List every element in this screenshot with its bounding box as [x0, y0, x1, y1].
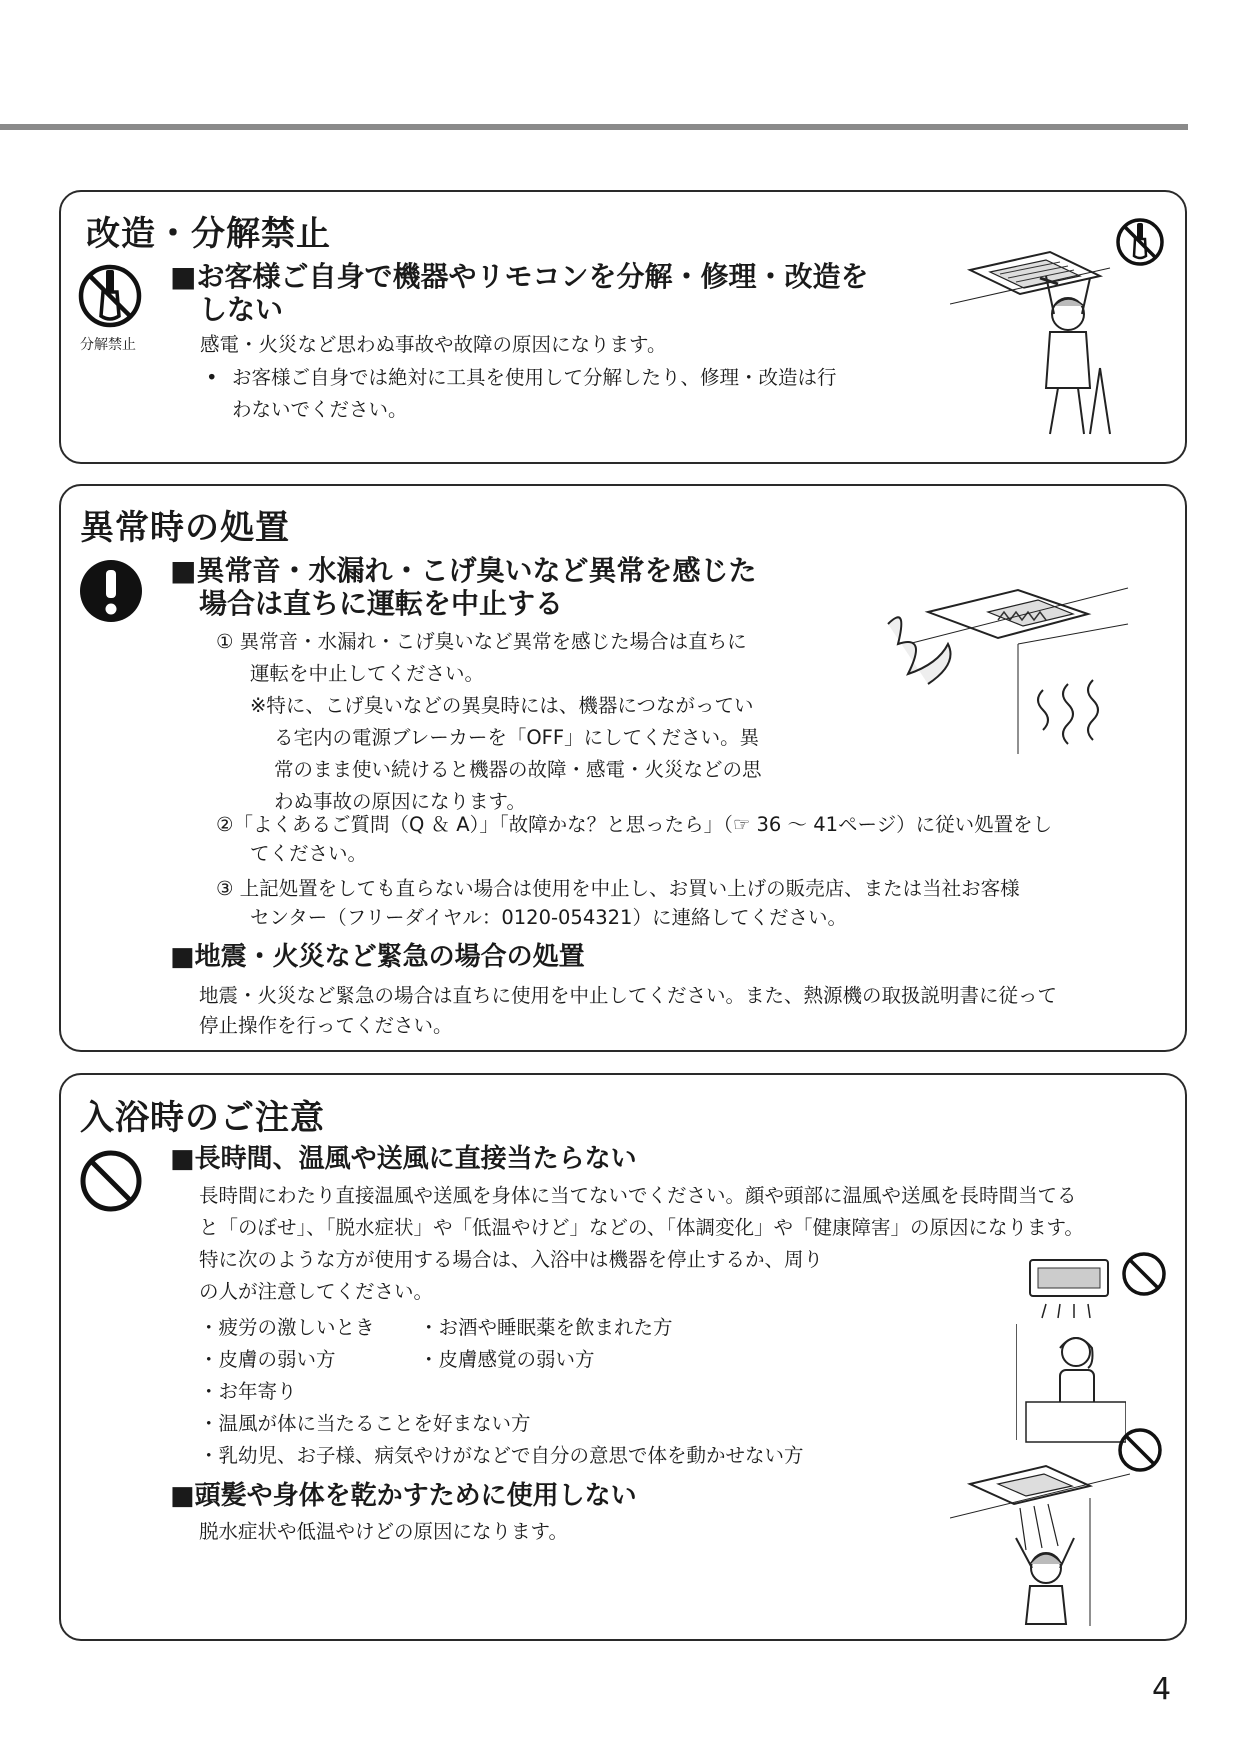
heading-emergency: ■地震・火災など緊急の場合の処置 — [170, 942, 585, 972]
heading-abnormal-line2: 場合は直ちに運転を中止する — [199, 587, 564, 620]
bullet-disassembly-line2: わないでください。 — [232, 398, 408, 421]
list-item: ・皮膚感覚の弱い方 — [419, 1348, 595, 1371]
list-item: ・温風が体に当たることを好まない方 — [199, 1412, 531, 1435]
heading-no-drying: ■頭髪や身体を乾かすために使用しない — [170, 1481, 637, 1511]
item1-line1: ① 異常音・水漏れ・こげ臭いなど異常を感じた場合は直ちに — [216, 630, 747, 653]
item3-line2: センター（フリーダイヤル：0120-054321）に連絡してください。 — [250, 906, 847, 929]
item1-line2: 運転を中止してください。 — [250, 662, 485, 685]
list-item: ・お酒や睡眠薬を飲まれた方 — [419, 1316, 673, 1339]
heading-no-direct-air: ■長時間、温風や送風に直接当たらない — [170, 1144, 637, 1174]
item2-line2: てください。 — [250, 842, 368, 865]
item3-line1: ③ 上記処置をしても直らない場合は使用を中止し、お買い上げの販売店、または当社お客様 — [216, 877, 1020, 900]
no-disassembly-icon — [76, 262, 144, 330]
note-line2: る宅内の電源ブレーカーを「OFF」にしてください。異 — [274, 726, 760, 749]
section-title-disassembly: 改造・分解禁止 — [86, 214, 331, 254]
section-title-abnormal: 異常時の処置 — [80, 508, 290, 548]
page-number: 4 — [1152, 1672, 1172, 1707]
list-item: ・疲労の激しいとき — [199, 1316, 375, 1339]
mandatory-action-icon — [78, 558, 144, 624]
bullet-disassembly-line1: お客様ご自身では絶対に工具を使用して分解したり、修理・改造は行 — [232, 366, 837, 389]
list-item: ・乳幼児、お子様、病気やけがなどで自分の意思で体を動かせない方 — [199, 1444, 804, 1467]
illustration-person-disassembling — [950, 248, 1150, 438]
heading-abnormal-line1: ■異常音・水漏れ・こげ臭いなど異常を感じた — [170, 554, 757, 587]
body-emergency-line1: 地震・火災など緊急の場合は直ちに使用を中止してください。また、熱源機の取扱説明書に従って — [199, 984, 1058, 1007]
bullet-dot: • — [206, 366, 218, 389]
body-disassembly: 感電・火災など思わぬ事故や故障の原因になります。 — [200, 333, 667, 356]
illustration-hair-drying — [950, 1458, 1130, 1626]
body-emergency-line2: 停止操作を行ってください。 — [199, 1014, 453, 1037]
body-bathing-line2: と「のぼせ」、「脱水症状」や「低温やけど」などの、「体調変化」や「健康障害」の原因になります。 — [199, 1216, 1084, 1239]
heading-disassembly-line1: ■お客様ご自身で機器やリモコンを分解・修理・改造を — [170, 260, 869, 293]
heading-disassembly-line2: しない — [199, 293, 284, 326]
top-rule — [0, 124, 1188, 130]
item2-line1: ②「よくあるご質問（Q ＆ A）」「故障かな？と思ったら」（☞ 36 ～ 41ページ）に従い処置をし — [216, 813, 1053, 836]
list-item: ・皮膚の弱い方 — [199, 1348, 336, 1371]
illustration-bather-under-unit — [1016, 1252, 1126, 1452]
body-no-drying: 脱水症状や低温やけどの原因になります。 — [199, 1520, 568, 1543]
prohibition-icon-small — [1120, 1250, 1168, 1298]
note-line3: 常のまま使い続けると機器の故障・感電・火災などの思 — [274, 758, 762, 781]
illustration-abnormal-unit — [868, 584, 1148, 764]
note-line4: わぬ事故の原因になります。 — [274, 790, 526, 813]
section-title-bathing: 入浴時のご注意 — [80, 1098, 325, 1138]
body-bathing-line4: の人が注意してください。 — [199, 1280, 434, 1303]
body-bathing-line1: 長時間にわたり直接温風や送風を身体に当てないでください。顔や頭部に温風や送風を長時間当てる — [199, 1184, 1077, 1207]
prohibition-icon — [78, 1148, 144, 1214]
body-bathing-line3: 特に次のような方が使用する場合は、入浴中は機器を停止するか、周り — [199, 1248, 824, 1271]
icon-label-disassembly: 分解禁止 — [80, 337, 136, 353]
note-line1: ※特に、こげ臭いなどの異臭時には、機器につながってい — [250, 694, 754, 717]
list-item: ・お年寄り — [199, 1380, 297, 1403]
